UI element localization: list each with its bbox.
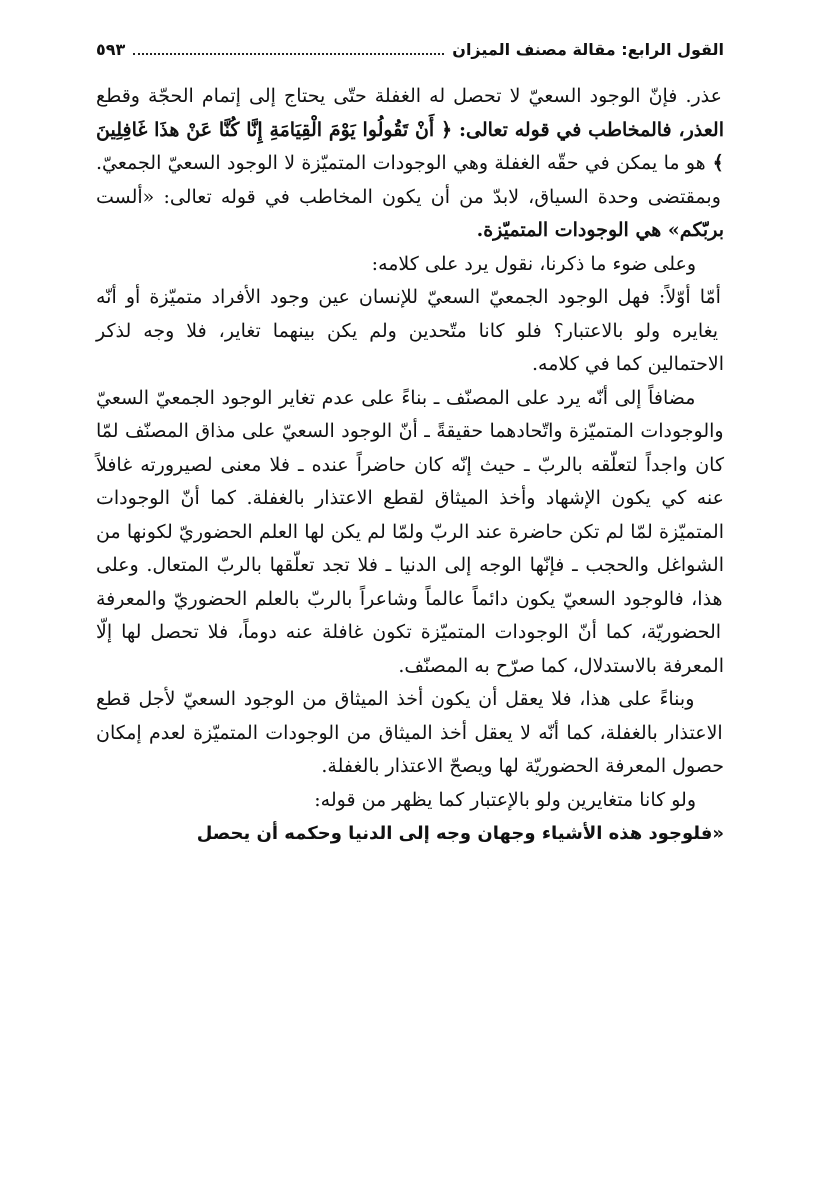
- paragraph-6: [96, 784, 724, 818]
- text-line: يغايره ولو بالاعتبار؟ فلو كانا متّحدين ولم يكن بينهما تغاير، فلا وجه لذكر: [96, 319, 719, 342]
- page-body: [96, 80, 724, 851]
- text-line: كان واجداً لتعلّقه بالربّ ـ حيث إنّه كان حاضراً عنده ـ فلا معنى لصيرورته غافلاً عنه: [96, 453, 724, 509]
- text-line: والحجب ـ فإنّها الوجه إلى الدنيا ـ فلا تجد تعلّقها بالربّ المتعال. وعلى هذا،: [96, 554, 723, 610]
- header-title: القول الرابع: مقالة مصنف الميزان: [452, 40, 724, 59]
- text-line: وعلى ضوء ما ذكرنا، نقول يرد على كلامه:: [371, 252, 696, 275]
- paragraph-3: [96, 281, 724, 382]
- text-line: كي يكون الإشهاد وأخذ الميثاق لقطع الاعتذار بالغفلة. كما أنّ الوجودات المتميّزة: [96, 487, 725, 543]
- text-line: لمّا لم تكن حاضرة عند الربّ ولمّا لم يكن لها العلم الحضوريّ لكونها من الشواغل: [96, 520, 725, 576]
- text-line: مضافاً إلى أنّه يرد على المصنّف ـ بناءً على عدم تغاير الوجود الجمعيّ السعيّ: [96, 386, 696, 409]
- text-line: والوجودات المتميّزة واتّحادهما حقيقةً ـ أنّ الوجود السعيّ على مذاق المصنّف لمّا: [96, 420, 724, 442]
- text-line: أمّا أوّلاً: فهل الوجود الجمعيّ السعيّ للإنسان عين وجود الأفراد متميّزة أو أنّه: [96, 286, 721, 308]
- paragraph-1: [96, 80, 724, 248]
- text-line: حصول المعرفة الحضوريّة لها ويصحّ الاعتذار بالغفلة.: [321, 755, 724, 777]
- quotation-line: «فلوجود هذه الأشياء وجهان وجه إلى الدنيا وحكمه أن يحصل: [196, 823, 724, 844]
- text-line: فالوجود السعيّ يكون دائماً عالماً وشاعراً بالربّ بالعلم الحضوريّ والمعرفة: [96, 587, 684, 610]
- header-dot-leader: [133, 52, 444, 55]
- text-line: الاعتذار بالغفلة، كما أنّه لا يعقل أخذ الميثاق من الوجودات المتميّزة لعدم إمكان: [96, 721, 723, 744]
- text-line: بربّكم» هي الوجودات المتميّزة.: [476, 219, 724, 241]
- paragraph-5: [96, 683, 724, 784]
- text-line: المعرفة بالاستدلال، كما صرّح به المصنّف.: [398, 654, 724, 677]
- quran-verse-line: العذر، فالمخاطب في قوله تعالى: ﴿ أَنْ تَقُولُوا يَوْمَ الْقِيَامَةِ إِنَّا كُنَّا عَنْ هذَا غَافِلِينَ ﴾: [96, 118, 724, 174]
- paragraph-2: [96, 248, 724, 282]
- paragraph-4: [96, 382, 724, 684]
- text-line: وبناءً على هذا، فلا يعقل أن يكون أخذ الميثاق من الوجود السعيّ لأجل قطع: [96, 688, 695, 710]
- page-number: ٥٩٣: [96, 40, 126, 59]
- text-line: عذر. فإنّ الوجود السعيّ لا تحصل له الغفلة حتّى يحتاج إلى إتمام الحجّة وقطع: [96, 85, 722, 107]
- text-line: الحضوريّة، كما أنّ الوجودات المتميّزة تكون غافلة عنه دوماً، فلا تحصل لها إلّا: [96, 621, 722, 643]
- running-header: [96, 34, 724, 60]
- paragraph-7-quote: [96, 817, 724, 851]
- text-line: الاحتمالين كما في كلامه.: [532, 353, 724, 375]
- text-line: ولو كانا متغايرين ولو بالإعتبار كما يظهر من قوله:: [314, 788, 696, 811]
- text-line: هو ما يمكن في حقّه الغفلة وهي الوجودات المتميّزة لا الوجود السعيّ الجمعيّ.: [96, 152, 706, 174]
- text-line: وبمقتضى وحدة السياق، لابدّ من أن يكون المخاطب في قوله تعالى: «ألست: [96, 185, 721, 208]
